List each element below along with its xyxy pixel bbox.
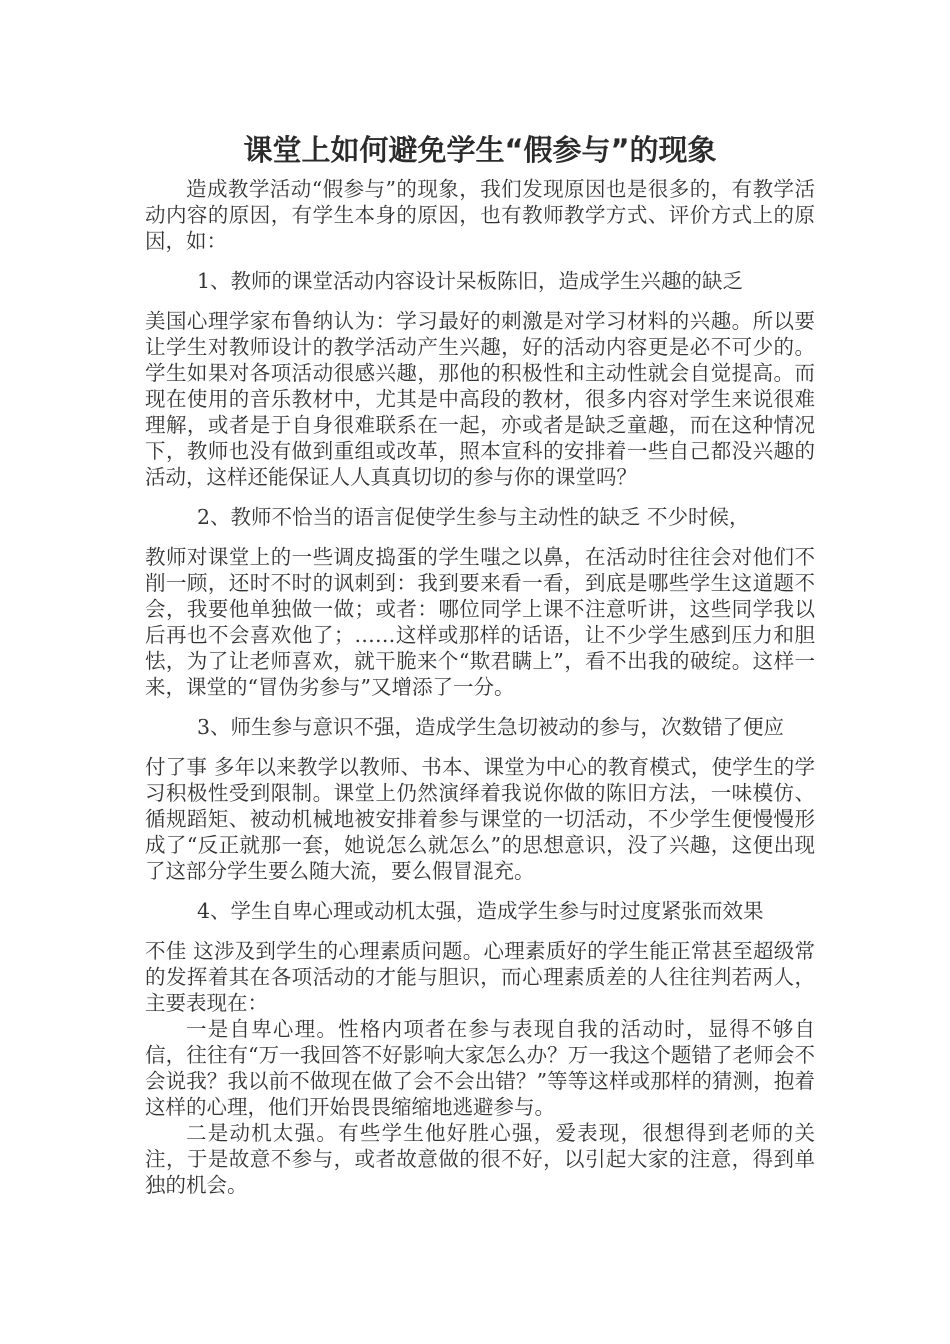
intro-paragraph: 造成教学活动“假参与”的现象，我们发现原因也是很多的，有教学活动内容的原因，有学生本身的原因，也有教师教学方式、评价方式上的原因，如： — [145, 177, 815, 253]
section-1-heading: 1、教师的课堂活动内容设计呆板陈旧，造成学生兴趣的缺乏 — [197, 269, 744, 293]
section-2-heading: 2、教师不恰当的语言促使学生参与主动性的缺乏 不少时候， — [197, 505, 750, 529]
point-1-paragraph: 一是自卑心理。性格内项者在参与表现自我的活动时，显得不够自信，往往有“万一我回答不好影响大家怎么办？万一我这个题错了老师会不会说我？我以前不做现在做了会不会出错？”等等这样或那样的猜测，抱着这样的心理，他们开始畏畏缩缩地逃避参与。 — [145, 1017, 815, 1119]
section-4-body: 不佳 这涉及到学生的心理素质问题。心理素质好的学生能正常甚至超级常的发挥着其在各项活动的才能与胆识，而心理素质差的人往往判若两人，主要表现在： — [145, 939, 815, 1015]
section-1-body: 美国心理学家布鲁纳认为：学习最好的刺激是对学习材料的兴趣。所以要让学生对教师设计的教学活动产生兴趣，好的活动内容更是必不可少的。学生如果对各项活动很感兴趣，那他的积极性和主动性就会自觉提高。而现在使用的音乐教材中，尤其是中高段的教材，很多内容对学生来说很难理解，或者是于自身很难联系在一起，亦或者是缺乏童趣，而在这种情况下，教师也没有做到重组或改革，照本宣科的安排着一些自己都没兴趣的活动，这样还能保证人人真真切切的参与你的课堂吗？ — [145, 309, 815, 489]
document-page — [145, 128, 815, 1198]
point-2-paragraph: 二是动机太强。有些学生他好胜心强，爱表现，很想得到老师的关注，于是故意不参与，或者故意做的很不好，以引起大家的注意，得到单独的机会。 — [145, 1121, 815, 1197]
section-3-heading: 3、师生参与意识不强，造成学生急切被动的参与，次数错了便应 — [197, 715, 785, 739]
section-2-body: 教师对课堂上的一些调皮捣蛋的学生嗤之以鼻，在活动时往往会对他们不削一顾，还时不时的讽刺到：我到要来看一看，到底是哪些学生这道题不会，我要他单独做一做；或者：哪位同学上课不注意听讲，这些同学我以后再也不会喜欢他了；……这样或那样的话语，让不少学生感到压力和胆怯，为了让老师喜欢，就干脆来个“欺君瞒上”，看不出我的破绽。这样一来，课堂的“冒伪劣参与”又增添了一分。 — [145, 545, 815, 699]
document-title: 课堂上如何避免学生“假参与”的现象 — [243, 133, 717, 167]
section-3-body: 付了事 多年以来教学以教师、书本、课堂为中心的教育模式，使学生的学习积极性受到限制。课堂上仍然演绎着我说你做的陈旧方法，一味模仿、循规蹈矩、被动机械地被安排着参与课堂的一切活动，不少学生便慢慢形成了“反正就那一套，她说怎么就怎么”的思想意识，没了兴趣，这便出现了这部分学生要么随大流，要么假冒混充。 — [145, 755, 815, 883]
section-4-heading: 4、学生自卑心理或动机太强，造成学生参与时过度紧张而效果 — [197, 899, 764, 923]
